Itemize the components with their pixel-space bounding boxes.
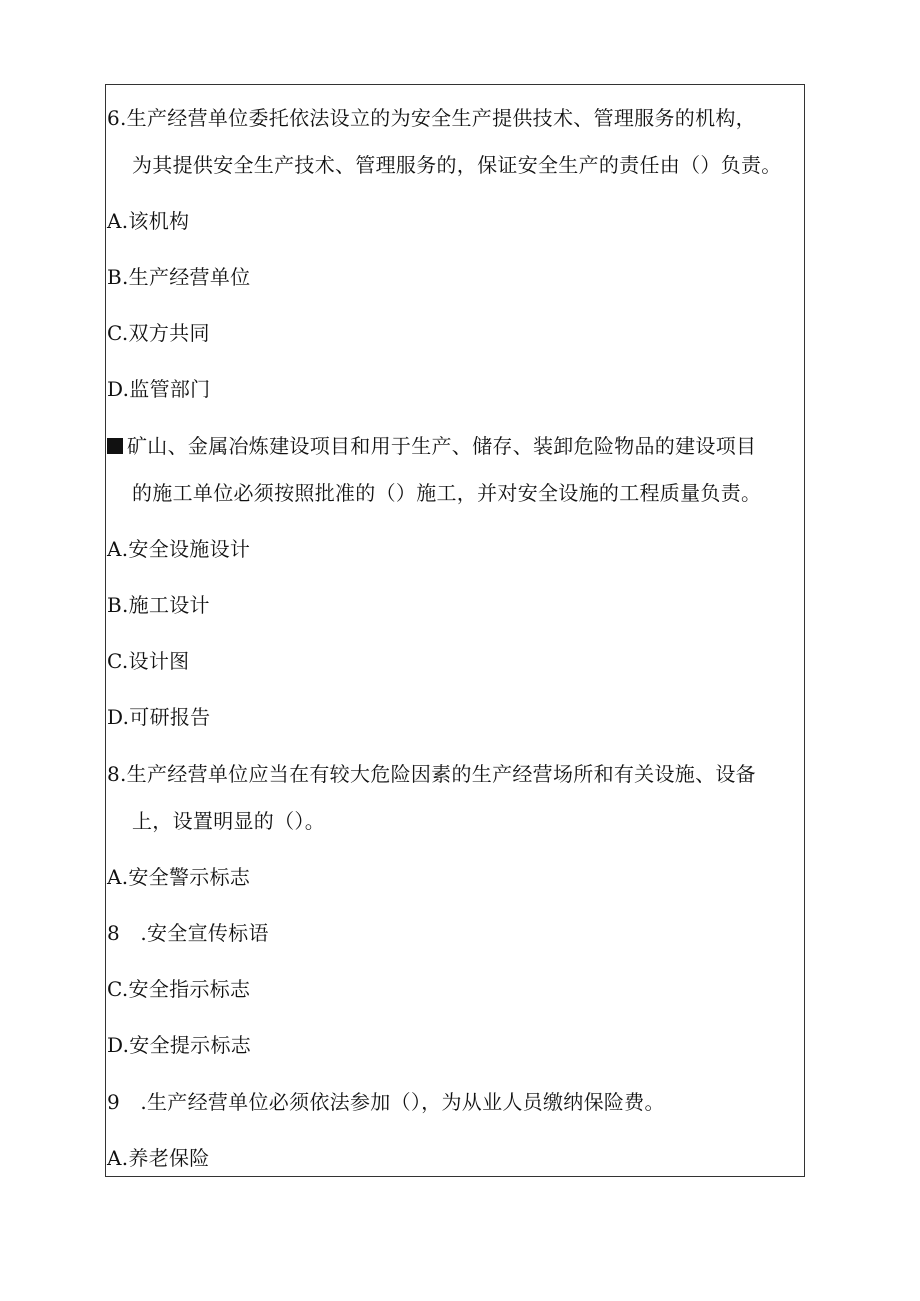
question-7-line bbox=[107, 432, 756, 460]
question-7-option-c: C.设计图 bbox=[107, 649, 190, 673]
bullet-square-icon bbox=[107, 438, 123, 454]
question-7-option-a: A.安全设施设计 bbox=[107, 537, 251, 561]
question-9-option-a: A.养老保险 bbox=[107, 1146, 210, 1170]
question-8-text-continued: 上，设置明显的（）。 bbox=[132, 809, 325, 833]
question-8-option-b: 8 .安全宣传标语 bbox=[107, 921, 269, 945]
question-8-option-d: D.安全提示标志 bbox=[107, 1033, 252, 1057]
question-7-text-continued: 的施工单位必须按照批准的（）施工，并对安全设施的工程质量负责。 bbox=[132, 481, 762, 505]
question-8-option-c: C.安全指示标志 bbox=[107, 977, 251, 1001]
question-6-option-a: A.该机构 bbox=[107, 209, 190, 233]
question-9-text: 9 .生产经营单位必须依法参加（），为从业人员缴纳保险费。 bbox=[107, 1090, 665, 1114]
question-6-option-b: B.生产经营单位 bbox=[107, 265, 251, 289]
question-7-text: 矿山、金属冶炼建设项目和用于生产、储存、装卸危险物品的建设项目 bbox=[127, 434, 757, 458]
question-7-option-d: D.可研报告 bbox=[107, 705, 211, 729]
question-6-text: 6.生产经营单位委托依法设立的为安全生产提供技术、管理服务的机构， bbox=[107, 106, 756, 130]
question-8-option-a: A.安全警示标志 bbox=[107, 865, 251, 889]
question-6-option-c: C.双方共同 bbox=[107, 321, 210, 345]
question-8-text: 8.生产经营单位应当在有较大危险因素的生产经营场所和有关设施、设备 bbox=[107, 762, 756, 786]
question-6-option-d: D.监管部门 bbox=[107, 377, 211, 401]
document-frame bbox=[105, 84, 805, 1177]
question-7-option-b: B.施工设计 bbox=[107, 593, 210, 617]
question-6-text-continued: 为其提供安全生产技术、管理服务的，保证安全生产的责任由（）负责。 bbox=[132, 153, 782, 177]
